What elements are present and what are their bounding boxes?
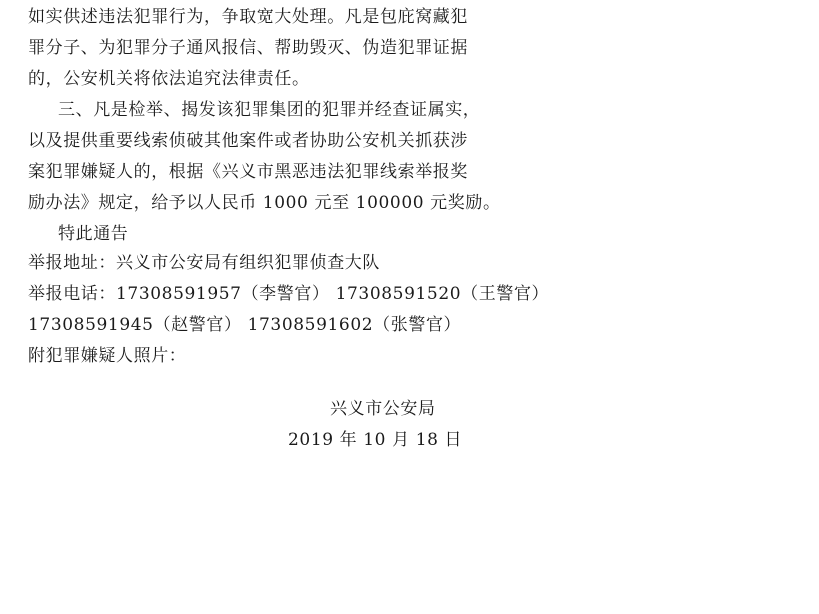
- body-text-line: 如实供述违法犯罪行为，争取宽大处理。凡是包庇窝藏犯: [28, 7, 468, 27]
- body-text-line: 以及提供重要线索侦破其他案件或者协助公安机关抓获涉: [28, 131, 468, 151]
- report-address: 举报地址：兴义市公安局有组织犯罪侦查大队: [28, 253, 380, 273]
- body-text-line: 案犯罪嫌疑人的，根据《兴义市黑恶违法犯罪线索举报奖: [28, 162, 468, 182]
- body-text-line: 励办法》规定，给予以人民币 1000 元至 100000 元奖励。: [28, 193, 501, 213]
- report-phone-line: 举报电话：17308591957（李警官） 17308591520（王警官）: [28, 284, 550, 304]
- photo-note: 附犯罪嫌疑人照片：: [28, 346, 187, 366]
- report-phone-line: 17308591945（赵警官） 17308591602（张警官）: [28, 315, 462, 335]
- body-text-line: 三、凡是检举、揭发该犯罪集团的犯罪并经查证属实，: [58, 100, 481, 120]
- closing-text: 特此通告: [58, 224, 129, 244]
- body-text-line: 罪分子、为犯罪分子通风报信、帮助毁灭、伪造犯罪证据: [28, 38, 468, 58]
- body-text-line: 的，公安机关将依法追究法律责任。: [28, 69, 310, 89]
- issue-date: 2019 年 10 月 18 日: [288, 430, 463, 450]
- issuer-signature: 兴义市公安局: [330, 399, 436, 419]
